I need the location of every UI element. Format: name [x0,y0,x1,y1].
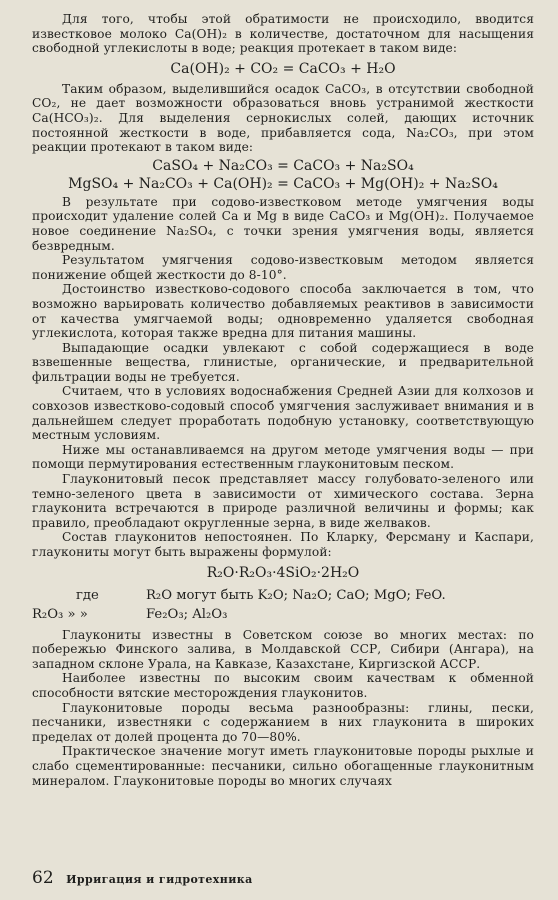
paragraph-14: Практическое значение могут иметь глауконитовые породы рыхлые и слабо сцементированные: песчаники, сильно обогащенные глауконитным минералом. Глауконитовые породы во многих случаях [32,744,534,788]
legend-label: где [76,587,99,603]
paragraph-3: В результате при содово-известковом методе умягчения воды происходит удаление солей Ca и Mg в виде CaCO₃ и Mg(OH)₂. Получаемое новое соединение Na₂SO₄, с точки зрения умягчения воды, является безвредным. [32,194,534,253]
formula-soda-reactions [32,157,534,193]
paragraph-7: Считаем, что в условиях водоснабжения Средней Азии для колхозов и совхозов известково-содовый способ умягчения заслуживает внимания и в дальнейшем следует проработать подобную установку, соответствующую местным условиям. [32,384,534,443]
paragraph-8: Ниже мы останавливаемся на другом методе умягчения воды — при помощи пермутирования естественным глауконитовым песком. [32,442,534,472]
paragraph-6: Выпадающие осадки увлекают с собой содержащиеся в воде взвешенные вещества, глинистые, органические, и предварительной фильтрации воды не требуется. [32,340,534,384]
paragraph-4: Результатом умягчения содово-известковым методом является понижение общей жесткости до 8-10°. [32,253,534,282]
legend-label: R₂O₃ » » [32,606,88,622]
page-footer [32,870,253,888]
running-title: Ирригация и гидротехника [66,873,253,886]
formula-legend-r2o [32,586,534,605]
paragraph-2: Таким образом, выделившийся осадок CaCO₃, в отсутствии свободной CO₂, не дает возможности образоваться вновь устранимой жесткости Ca(HCO₃)₂. Для выделения сернокислых солей, дающих источник постоянной жесткости в воде, прибавляется сода, Na₂CO₃, при этом реакции протекают в таком виде: [32,81,534,155]
paragraph-1: Для того, чтобы этой обратимости не происходило, вводится известковое молоко Ca(OH)₂ в количестве, достаточном для насыщения свободной углекислоты в воде; реакция протекает в таком виде: [32,12,534,56]
formula-lime-reaction: Ca(OH)₂ + CO₂ = CaCO₃ + H₂O [170,60,396,77]
page-number: 62 [32,868,54,888]
legend-text: Fe₂O₃; Al₂O₃ [146,606,228,622]
legend-text: R₂O могут быть K₂O; Na₂O; CaO; MgO; FeO. [146,587,446,603]
paragraph-10: Состав глауконитов непостоянен. По Кларку, Ферсману и Каспари, глаукониты могут быть выражены формулой: [32,530,534,559]
paragraph-9: Глауконитовый песок представляет массу голубовато-зеленого или темно-зеленого цвета в зависимости от химического состава. Зерна глауконита встречаются в природе различной величины и формы; как правило, преобладают округленные зерна, в виде желваков. [32,472,534,530]
formula-glauconite: R₂O·R₂O₃·4SiO₂·2H₂O [206,564,360,581]
paragraph-12: Наиболее известны по высоким своим качествам к обменной способности вятские месторождения глауконитов. [32,671,534,700]
paragraph-11: Глаукониты известны в Советском союзе во многих местах: по побережью Финского залива, в Молдавской ССР, Сибири (Ангара), на западном склоне Урала, на Кавказе, Казахстане, Киргизской АССР. [32,627,534,671]
paragraph-13: Глауконитовые породы весьма разнообразны: глины, пески, песчаники, известняки с содержанием в них глауконита в широких пределах от долей процента до 70—80%. [32,700,534,744]
formula-magnesium-sulfate: MgSO₄ + Na₂CO₃ + Ca(OH)₂ = CaCO₃ + Mg(OH)₂ + Na₂SO₄ [68,175,498,192]
paragraph-5: Достоинство известково-содового способа заключается в том, что возможно варьировать количество добавляемых реактивов в зависимости от качества умягчаемой воды; одновременно удаляется свободная углекислота, которая также вредна для питания машины. [32,282,534,341]
formula-calcium-sulfate: CaSO₄ + Na₂CO₃ = CaCO₃ + Na₂SO₄ [152,157,414,174]
formula-legend-r2o3 [32,605,534,624]
